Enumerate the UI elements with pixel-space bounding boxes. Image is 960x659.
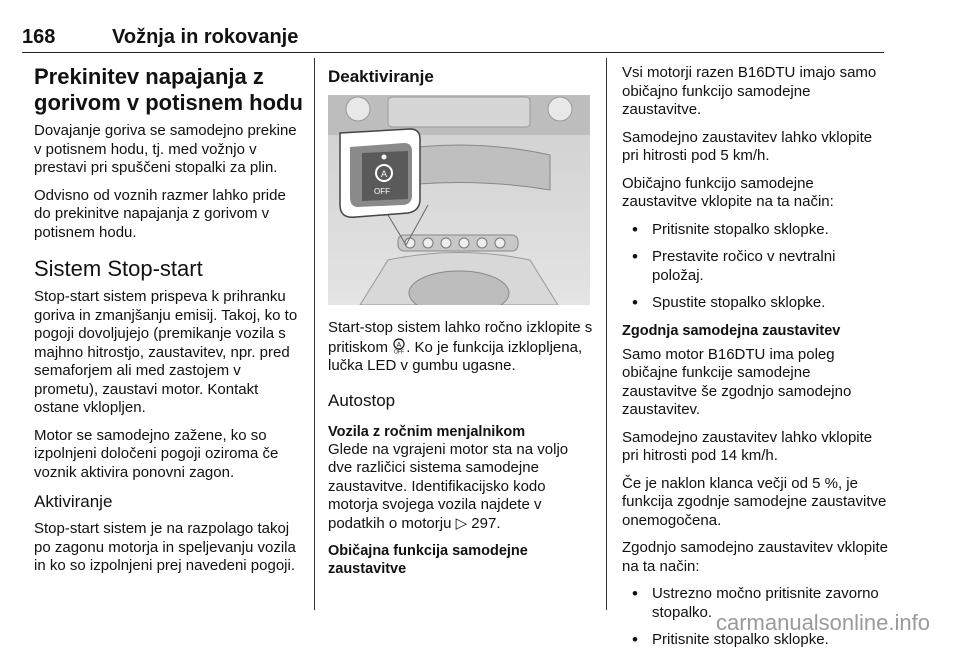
stop-start-off-icon <box>392 338 406 354</box>
minor-heading: Zgodnja samodejna zaustavitev <box>622 322 841 339</box>
steps-list <box>622 221 888 313</box>
column-3 <box>622 64 888 659</box>
page-number: 168 <box>22 26 56 48</box>
list-item: • Pritisnite stopalko sklopke. <box>622 221 888 240</box>
paragraph <box>328 441 596 534</box>
center-console-illustration <box>328 95 590 305</box>
minor-heading: Vozila z ročnim menjalnikom <box>328 423 526 440</box>
paragraph: Če je naklon klanca večji od 5 %, je funkcija zgodnje samodejne zaustavitve onemogočena. <box>622 474 887 529</box>
console-figure <box>328 95 590 305</box>
paragraph: Običajno funkcijo samodejne zaustavitve vklopite na ta način: <box>622 174 834 210</box>
paragraph: Samodejno zaustavitev lahko vklopite pri hitrosti pod 5 km/h. <box>622 128 873 164</box>
column-divider <box>606 58 607 610</box>
paragraph: Stop-start sistem je na razpolago takoj po zagonu motorja in speljevanju vozila in ko so izpolnjeni prej navedeni pogoji. <box>34 520 296 574</box>
list-item: • Ustrezno močno pritisnite zavorno stopalko. <box>622 585 888 622</box>
off-button-label: OFF <box>374 187 390 196</box>
list-item: • Spustite stopalko sklopke. <box>622 294 888 313</box>
paragraph: Vsi motorji razen B16DTU imajo samo običajno funkcijo samodejne zaustavitve. <box>622 64 877 118</box>
text-run: Start-stop sistem lahko ročno izklopite s pritiskom <box>328 319 593 356</box>
paragraph <box>328 319 596 376</box>
list-item: • Pritisnite stopalko sklopke. <box>622 631 888 650</box>
page-ref-icon: ▷ <box>455 514 468 532</box>
section-heading: Sistem Stop-start <box>34 256 203 281</box>
paragraph: Zgodnjo samodejno zaustavitev vklopite na ta način: <box>622 539 888 575</box>
paragraph: Odvisno od voznih razmer lahko pride do prekinitve napajanja z gorivom v potisnem hodu. <box>34 186 286 241</box>
paragraph: Stop-start sistem prispeva k prihranku goriva in zmanjšanju emisij. Takoj, ko to pogoji dovoljujejo (premikanje vozila s majhno hitrostjo, zaustavitev, npr. pred semaforjem ali med zastojem v prometu), zaustavi motor. Kontakt ostane vklopljen. <box>34 288 298 416</box>
column-divider <box>314 58 315 610</box>
column-1 <box>34 64 304 585</box>
list-item: • Prestavite ročico v nevtralni položaj. <box>622 248 888 285</box>
watermark: carmanualsonline.info <box>715 610 930 635</box>
text-run: Glede na vgrajeni motor sta na voljo dve različici sistema samodejne zaustavitve. Identifikacijsko kodo motorja svojega vozila najdete v podatkih o motorju <box>328 440 569 532</box>
minor-heading: Običajna funkcija samodejne zaustavitve <box>328 543 528 577</box>
svg-text:OFF: OFF <box>394 349 405 354</box>
paragraph: Samodejno zaustavitev lahko vklopite pri hitrosti pod 14 km/h. <box>622 428 873 464</box>
svg-text:A: A <box>396 341 402 349</box>
svg-text:A: A <box>380 169 388 179</box>
page-header <box>22 26 884 53</box>
page-ref: 297. <box>471 514 501 532</box>
text-run: . Ko je funkcija izklopljena, lučka LED v gumbu ugasne. <box>328 338 583 374</box>
column-2 <box>328 64 596 578</box>
subheading: Autostop <box>328 390 396 410</box>
section-title: Vožnja in rokovanje <box>112 26 299 48</box>
subheading: Deaktiviranje <box>328 67 434 86</box>
subheading: Aktiviranje <box>34 492 113 511</box>
topic-title: Prekinitev napajanja z gorivom v potisnem hodu <box>34 64 303 115</box>
paragraph: Motor se samodejno zažene, ko so izpolnjeni določeni pogoji oziroma če voznik aktivira ponovni zagon. <box>34 426 279 481</box>
paragraph: Dovajanje goriva se samodejno prekine v potisnem hodu, tj. med vožnjo v prestavi pri spuščeni stopalki za plin. <box>34 122 297 176</box>
paragraph: Samo motor B16DTU ima poleg običajne funkcije samodejne zaustavitve še zgodnjo samodejno zaustavitev. <box>622 345 852 418</box>
